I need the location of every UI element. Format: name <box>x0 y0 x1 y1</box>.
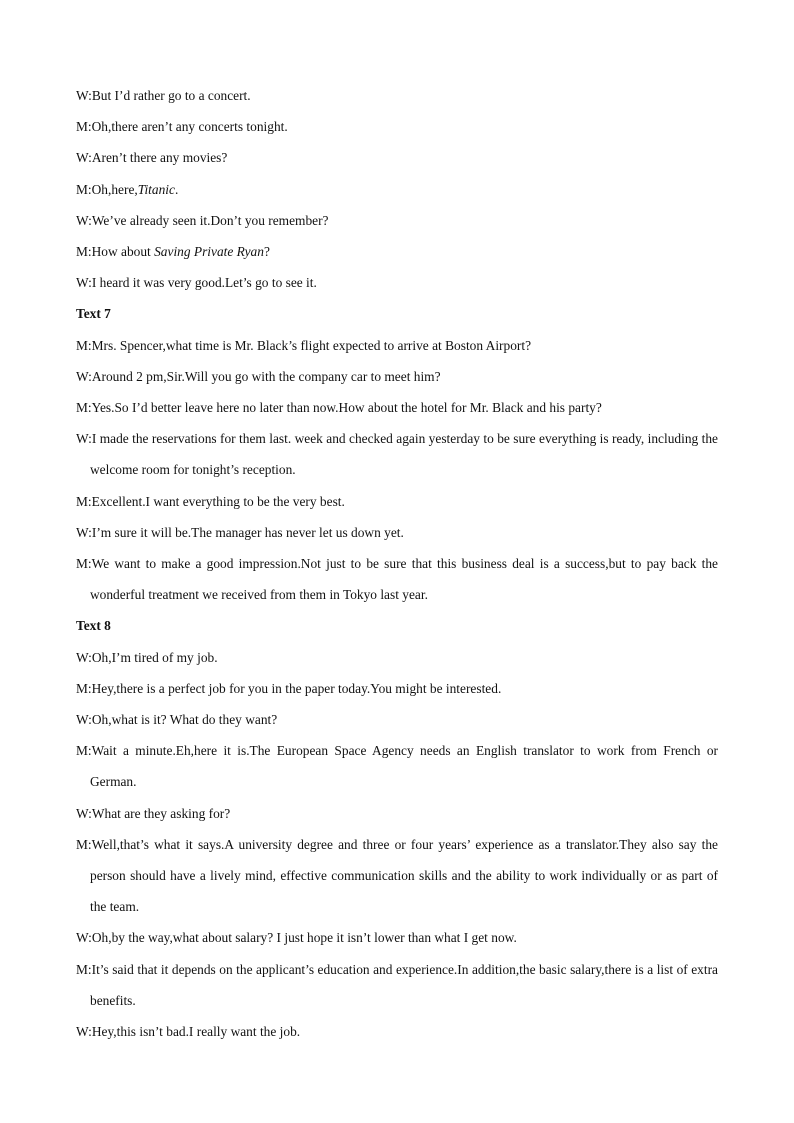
dialogue-line: M:How about Saving Private Ryan? <box>76 244 270 260</box>
dialogue-line: M:It’s said that it depends on the applicant’s education and experience.In addition,the basic salary,there is a list of extra benefits. <box>76 961 718 1008</box>
dialogue-line: W:I made the reservations for them last. week and checked again yesterday to be sure everything is ready, including the welcome room for tonight’s reception. <box>76 431 718 478</box>
movie-title: Saving Private Ryan <box>154 244 264 260</box>
dialogue-line: W:I heard it was very good.Let’s go to see it. <box>76 275 317 291</box>
dialogue-line: W:Oh,what is it? What do they want? <box>76 712 278 728</box>
dialogue-line: M:Wait a minute.Eh,here it is.The European Space Agency needs an English translator to work from French or German. <box>76 743 718 790</box>
dialogue-line: W:I’m sure it will be.The manager has never let us down yet. <box>76 524 404 540</box>
dialogue-line: W:But I’d rather go to a concert. <box>76 88 251 103</box>
dialogue-line: M:Mrs. Spencer,what time is Mr. Black’s flight expected to arrive at Boston Airport? <box>76 337 532 353</box>
section-heading: Text 8 <box>76 618 111 634</box>
dialogue-line: W:Hey,this isn’t bad.I really want the job. <box>76 1024 301 1040</box>
document-page <box>76 80 718 1047</box>
dialogue-line: W:Around 2 pm,Sir.Will you go with the company car to meet him? <box>76 368 441 384</box>
dialogue-line: M:Excellent.I want everything to be the very best. <box>76 493 345 509</box>
dialogue-line: W:We’ve already seen it.Don’t you remember? <box>76 212 329 228</box>
section-heading: Text 7 <box>76 306 111 322</box>
dialogue-line: M:Yes.So I’d better leave here no later than now.How about the hotel for Mr. Black and his party? <box>76 400 602 416</box>
movie-title: Titanic <box>137 181 175 197</box>
dialogue-line: M:Well,that’s what it says.A university degree and three or four years’ experience as a translator.They also say the person should have a lively mind, effective communication skills and the ability to work individually or as part of the team. <box>76 836 718 915</box>
dialogue-line: M:Hey,there is a perfect job for you in the paper today.You might be interested. <box>76 680 502 696</box>
dialogue-line: W:Aren’t there any movies? <box>76 150 228 166</box>
dialogue-line: W:What are they asking for? <box>76 805 231 821</box>
dialogue-line: M:We want to make a good impression.Not just to be sure that this business deal is a success,but to pay back the wonderful treatment we received from them in Tokyo last year. <box>76 556 718 603</box>
dialogue-line: W:Oh,by the way,what about salary? I just hope it isn’t lower than what I get now. <box>76 930 517 946</box>
dialogue-line: M:Oh,there aren’t any concerts tonight. <box>76 119 288 135</box>
dialogue-line: M:Oh,here,Titanic. <box>76 181 179 197</box>
dialogue-line: W:Oh,I’m tired of my job. <box>76 649 218 665</box>
